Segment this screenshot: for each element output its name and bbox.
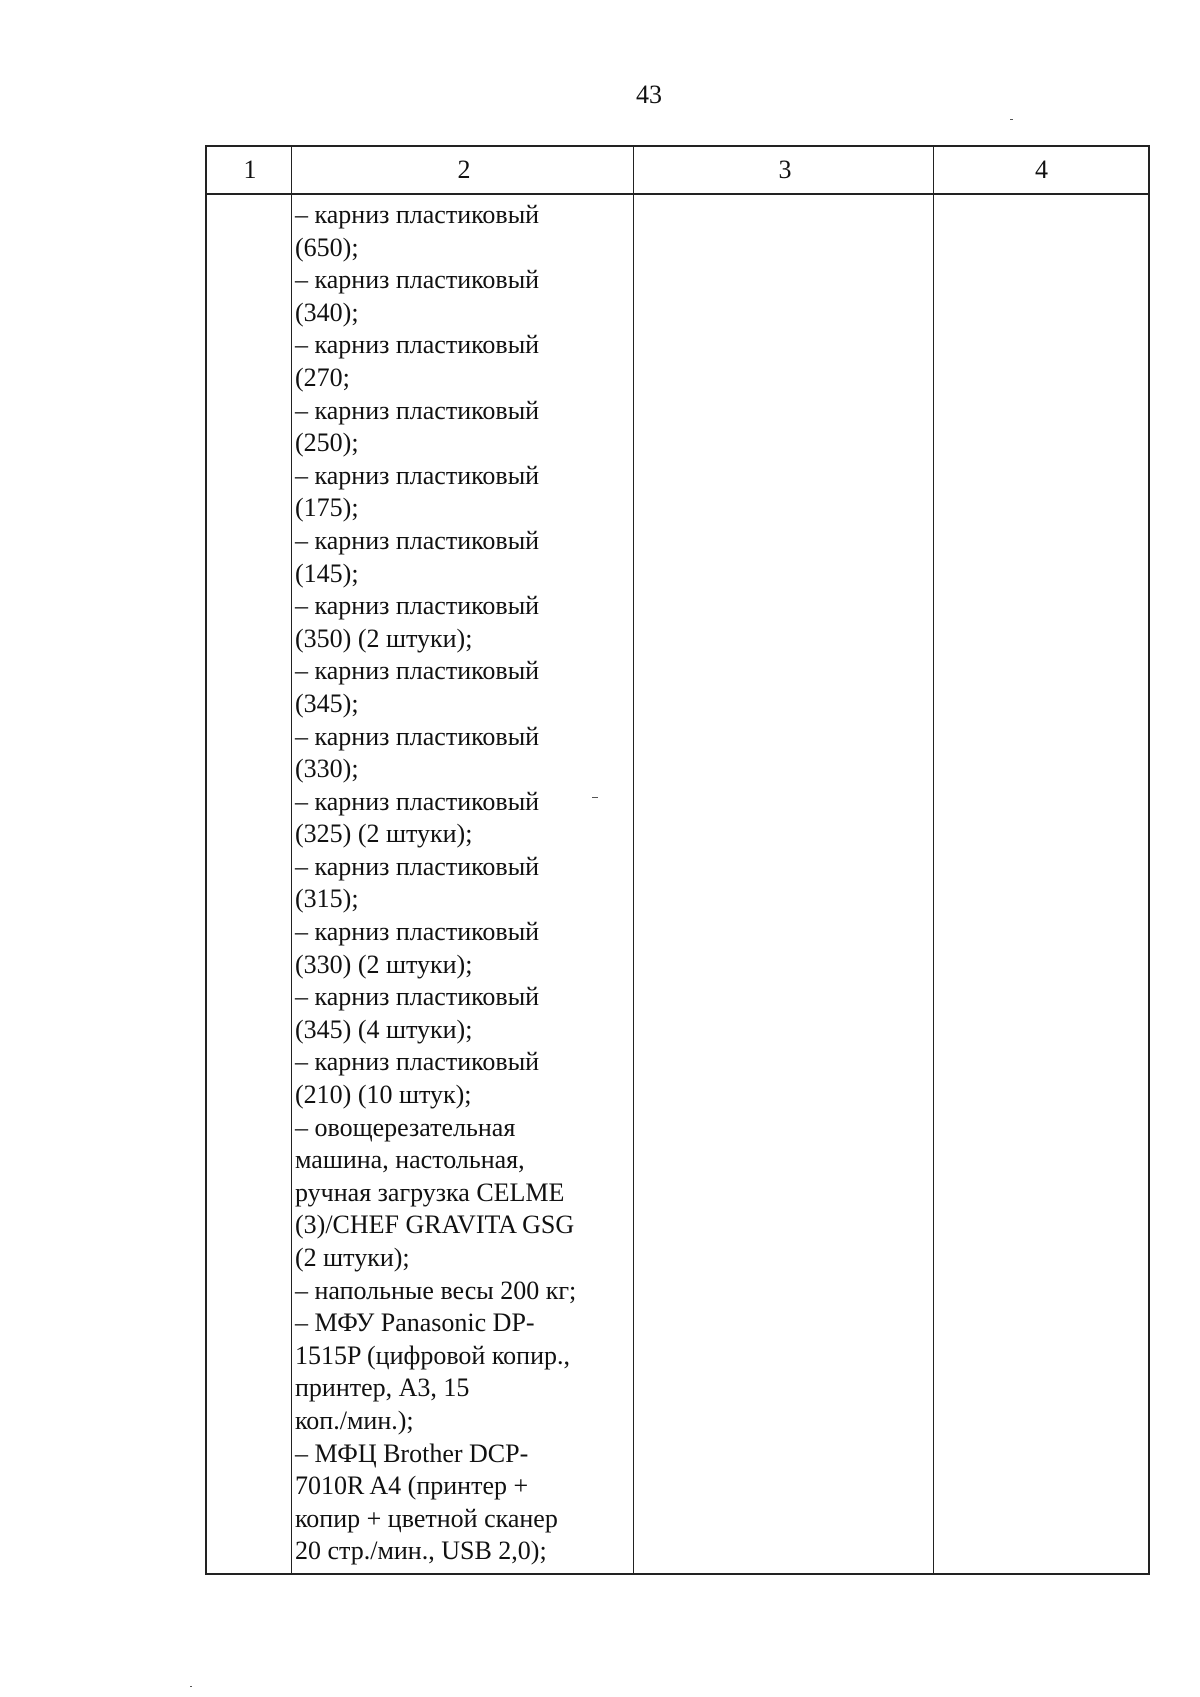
list-item-line: (345);: [295, 688, 359, 718]
list-item-line: (340);: [295, 297, 359, 327]
list-item: [295, 655, 625, 720]
list-item: [295, 916, 625, 981]
list-item: [295, 1046, 625, 1111]
list-item-line: – карниз пластиковый: [295, 851, 540, 881]
scan-speck: [1010, 119, 1013, 120]
list-item-line: (270;: [295, 362, 350, 392]
list-item: [295, 329, 625, 394]
list-item-line: – карниз пластиковый: [295, 591, 540, 621]
list-item-line: – карниз пластиковый: [295, 982, 540, 1012]
list-item-line: ручная загрузка CELME: [295, 1177, 565, 1207]
header-col-2: 2: [457, 155, 471, 184]
list-item: [295, 851, 625, 916]
list-item-line: – карниз пластиковый: [295, 917, 540, 947]
column-divider-3: [933, 147, 934, 1573]
list-item-line: (345) (4 штуки);: [295, 1014, 473, 1044]
list-item-line: – МФЦ Brother DCP-: [295, 1438, 529, 1468]
list-item-line: (3)/CHEF GRAVITA GSG: [295, 1210, 575, 1240]
list-item-line: – напольные весы 200 кг;: [295, 1275, 577, 1305]
column-divider-2: [633, 147, 634, 1573]
list-item-line: принтер, А3, 15: [295, 1373, 470, 1403]
list-item-line: 1515P (цифровой копир.,: [295, 1340, 570, 1370]
list-item-line: – карниз пластиковый: [295, 460, 540, 490]
list-item-line: – карниз пластиковый: [295, 1047, 540, 1077]
list-item-line: – карниз пластиковый: [295, 200, 540, 229]
equipment-list: [295, 199, 625, 1568]
list-item: [295, 1438, 625, 1568]
list-item-line: – карниз пластиковый: [295, 786, 540, 816]
list-item-line: (330) (2 штуки);: [295, 949, 473, 979]
header-col-3: 3: [778, 155, 792, 184]
list-item-line: (350) (2 штуки);: [295, 623, 473, 653]
list-item-line: (175);: [295, 493, 359, 523]
list-item-line: машина, настольная,: [295, 1145, 525, 1175]
list-item-line: 20 стр./мин., USB 2,0);: [295, 1536, 547, 1566]
list-item-line: – карниз пластиковый: [295, 330, 540, 360]
page-number: 43: [636, 80, 662, 109]
list-item: [295, 786, 625, 851]
list-item-line: – карниз пластиковый: [295, 656, 540, 686]
list-item-line: – карниз пластиковый: [295, 265, 540, 295]
list-item: [295, 721, 625, 786]
list-item: [295, 1307, 625, 1437]
scan-speck: [592, 797, 598, 798]
list-item: [295, 981, 625, 1046]
list-item: [295, 525, 625, 590]
list-item-line: 7010R A4 (принтер +: [295, 1471, 529, 1501]
list-item-line: (145);: [295, 558, 359, 588]
list-item-line: (315);: [295, 884, 359, 914]
document-table: [205, 145, 1150, 1575]
list-item-line: копир + цветной сканер: [295, 1503, 558, 1533]
list-item: [295, 199, 625, 264]
list-item: [295, 1112, 625, 1275]
list-item-line: (650);: [295, 232, 359, 262]
list-item-line: – овощерезательная: [295, 1112, 516, 1142]
column-divider-1: [291, 147, 292, 1573]
list-item: [295, 1275, 625, 1308]
list-item-line: – МФУ Panasonic DP-: [295, 1308, 535, 1338]
list-item-line: – карниз пластиковый: [295, 525, 540, 555]
list-item-line: (2 штуки);: [295, 1243, 410, 1272]
header-col-1: 1: [243, 155, 257, 184]
list-item-line: (250);: [295, 428, 359, 458]
list-item: [295, 395, 625, 460]
list-item-line: коп./мин.);: [295, 1405, 414, 1435]
table-header-row: [207, 147, 1148, 195]
list-item-line: (325) (2 штуки);: [295, 819, 473, 849]
list-item: [295, 590, 625, 655]
header-col-4: 4: [1035, 155, 1048, 184]
list-item-line: (330);: [295, 754, 359, 784]
list-item: [295, 264, 625, 329]
list-item-line: – карниз пластиковый: [295, 721, 540, 751]
scan-speck: [190, 1686, 192, 1687]
list-item-line: – карниз пластиковый: [295, 395, 540, 425]
list-item: [295, 460, 625, 525]
list-item-line: (210) (10 штук);: [295, 1080, 472, 1110]
